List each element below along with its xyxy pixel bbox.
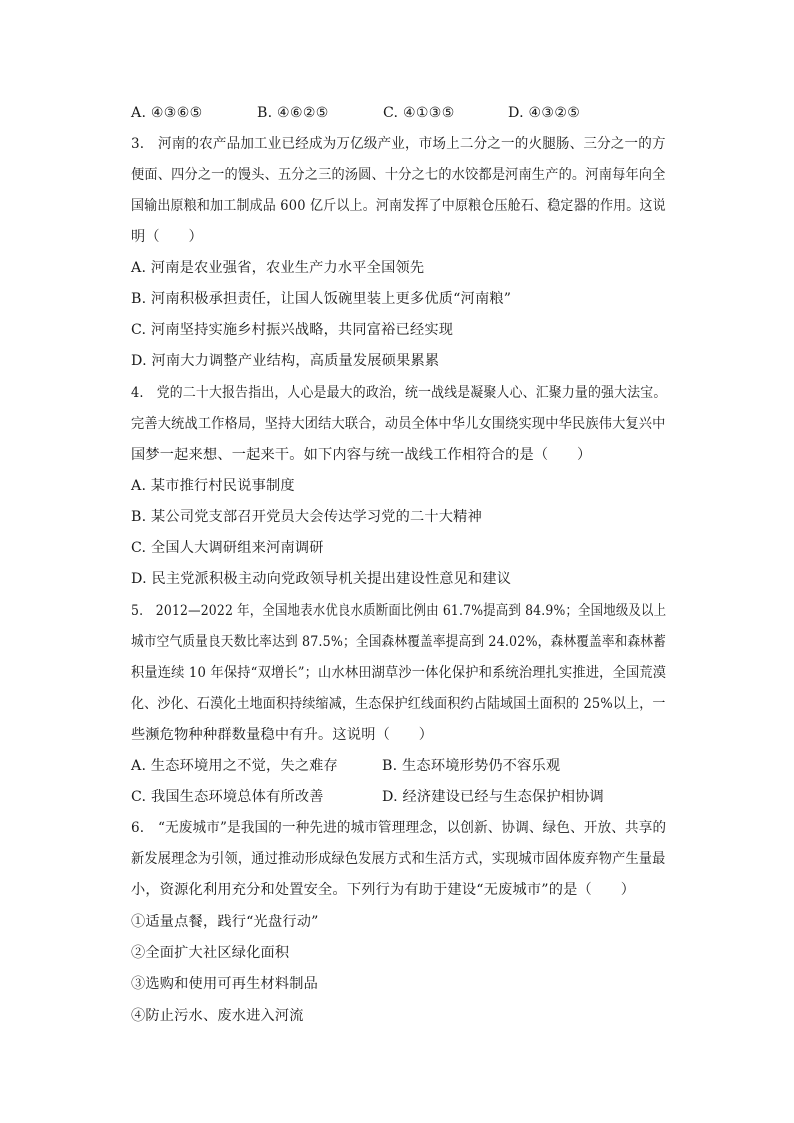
- q5-stem-line: 些濒危物种种群数量稳中有升。这说明（ ）: [131, 727, 434, 743]
- q6-stem-line: 小，资源化利用充分和处置安全。下列行为有助于建设“无废城市”的是（ ）: [131, 882, 636, 898]
- q2-options-row: [131, 103, 691, 123]
- q3-option-a: A. 河南是农业强省，农业生产力水平全国领先: [131, 260, 425, 276]
- q3-option-c: C. 河南坚持实施乡村振兴战略，共同富裕已经实现: [131, 322, 454, 338]
- q5-options-row-2: [131, 787, 691, 807]
- q6-stem-line: 新发展理念为引领，通过推动形成绿色发展方式和生活方式，实现城市固体废弃物产生量最: [131, 851, 666, 867]
- q6-item-1: ①适量点餐，践行“光盘行动”: [131, 914, 319, 930]
- q3-stem-line: 国输出原粮和加工制成品 600 亿斤以上。河南发挥了中原粮仓压舱石、稳定器的作用。这说: [131, 198, 666, 214]
- q5-stem-line: 化、沙化、石漠化土地面积持续缩减，生态保护红线面积约占陆域国土面积的 25%以上，一: [131, 696, 666, 712]
- q4-option-c: C. 全国人大调研组来河南调研: [131, 540, 324, 556]
- q5-stem-line: 5. 2012—2022 年，全国地表水优良水质断面比例由 61.7%提高到 84.9%；全国地级及以上: [131, 603, 667, 619]
- q4-stem-line: 4. 党的二十大报告指出，人心是最大的政治，统一战线是凝聚人心、汇聚力量的强大法宝。: [131, 385, 667, 401]
- q5-stem-line: 城市空气质量良天数比率达到 87.5%；全国森林覆盖率提高到 24.02%，森林覆盖率和森林蓄: [131, 634, 666, 650]
- q3-option-d: D. 河南大力调整产业结构，高质量发展硕果累累: [131, 353, 440, 369]
- q6-item-4: ④防止污水、废水进入河流: [131, 1008, 304, 1024]
- q5-option-a: A. 生态环境用之不觉，失之难存: [131, 758, 338, 774]
- q2-option-c: C. ④①③⑤: [383, 105, 455, 121]
- q4-option-b: B. 某公司党支部召开党员大会传达学习党的二十大精神: [131, 509, 482, 525]
- q6-stem-line: 6. “无废城市”是我国的一种先进的城市管理理念，以创新、协调、绿色、开放、共享的: [131, 820, 667, 836]
- q3-stem-line: 便面、四分之一的馒头、五分之三的汤圆、十分之七的水饺都是河南生产的。河南每年向全: [131, 167, 666, 183]
- q3-option-b: B. 河南积极承担责任，让国人饭碗里装上更多优质“河南粮”: [131, 291, 512, 307]
- q5-option-c: C. 我国生态环境总体有所改善: [131, 789, 324, 805]
- q4-option-a: A. 某市推行村民说事制度: [131, 478, 295, 494]
- q3-stem-line: 明（ ）: [131, 229, 203, 245]
- q4-stem-line: 国梦一起来想、一起来干。如下内容与统一战线工作相符合的是（ ）: [131, 447, 592, 463]
- q2-option-d: D. ④③②⑤: [508, 105, 581, 121]
- q5-options-row-1: [131, 756, 691, 776]
- q6-item-3: ③选购和使用可再生材料制品: [131, 976, 319, 992]
- q5-stem-line: 积量连续 10 年保持“双增长”；山水林田湖草沙一体化保护和系统治理扎实推进，全国荒漠: [131, 665, 667, 681]
- q2-option-a: A. ④③⑥⑤: [131, 105, 203, 121]
- q4-option-d: D. 民主党派积极主动向党政领导机关提出建设性意见和建议: [131, 571, 512, 587]
- q5-option-b: B. 生态环境形势仍不容乐观: [382, 758, 561, 774]
- q3-stem-line: 3. 河南的农产品加工业已经成为万亿级产业，市场上二分之一的火腿肠、三分之一的方: [131, 136, 666, 152]
- q4-stem-line: 完善大统战工作格局，坚持大团结大联合，动员全体中华儿女围绕实现中华民族伟大复兴中: [131, 416, 666, 432]
- q6-item-2: ②全面扩大社区绿化面积: [131, 945, 290, 961]
- q5-option-d: D. 经济建设已经与生态保护相协调: [382, 789, 604, 805]
- q2-option-b: B. ④⑥②⑤: [257, 105, 329, 121]
